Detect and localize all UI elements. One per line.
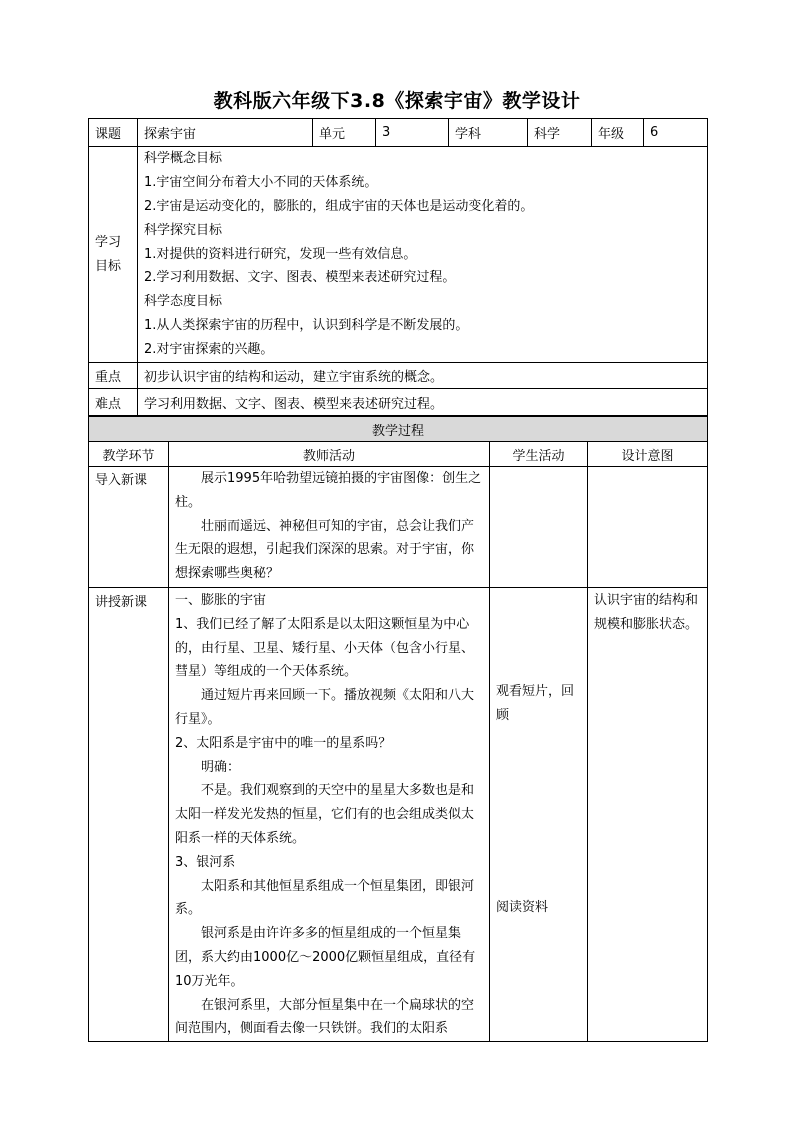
header-stage: 教学环节 [89, 442, 169, 467]
teacher-paragraph: 在银河系里，大部分恒星集中在一个扁球状的空间范围内，侧面看去像一只铁饼。我们的太阳系 [175, 997, 475, 1037]
process-heading: 教学过程 [89, 417, 708, 442]
goal-line: 科学探究目标 [144, 222, 223, 238]
key-label: 重点 [89, 363, 138, 389]
teacher-paragraph: 展示1995年哈勃望远镜拍摄的宇宙图像：创生之柱。 [175, 471, 482, 510]
goal-line: 科学态度目标 [144, 294, 223, 310]
goal-line: 2.对宇宙探索的兴趣。 [144, 341, 274, 357]
lecture-intent [588, 588, 708, 1042]
teacher-paragraph: 明确： [201, 759, 241, 775]
teacher-paragraph: 1、我们已经了解了太阳系是以太阳这颗恒星为中心的，由行星、卫星、矮行星、小天体（包含小行星、彗星）等组成的一个天体系统。 [175, 616, 475, 680]
intro-intent [588, 467, 708, 588]
key-value: 初步认识宇宙的结构和运动，建立宇宙系统的概念。 [138, 363, 708, 389]
goal-line: 2.宇宙是运动变化的，膨胀的，组成宇宙的天体也是运动变化着的。 [144, 199, 534, 214]
goal-line: 科学概念目标 [144, 151, 223, 167]
intro-stage: 导入新课 [89, 467, 169, 588]
teacher-paragraph: 不是。我们观察到的天空中的星星大多数也是和太阳一样发光发热的恒星，它们有的也会组成类似太阳系一样的天体系统。 [175, 783, 475, 846]
lecture-stage: 讲授新课 [89, 588, 169, 1042]
header-student: 学生活动 [490, 442, 588, 467]
subject-label: 学科 [449, 119, 528, 147]
topic-label: 课题 [89, 119, 138, 147]
teacher-paragraph: 壮丽而遥远、神秘但可知的宇宙，总会让我们产生无限的遐想，引起我们深深的思索。对于宇宙，你想探索哪些奥秘？ [175, 518, 475, 582]
header-teacher: 教师活动 [169, 442, 490, 467]
info-table [88, 118, 708, 416]
unit-value: 3 [376, 119, 449, 147]
teacher-paragraph: 一、膨胀的宇宙 [175, 593, 267, 608]
unit-label: 单元 [313, 119, 376, 147]
teacher-paragraph: 2、太阳系是宇宙中的唯一的星系吗？ [175, 735, 392, 751]
teacher-paragraph: 通过短片再来回顾一下。播放视频《太阳和八大行星》。 [175, 688, 475, 727]
process-table [88, 416, 708, 1042]
student-activity: 阅读资料 [496, 900, 549, 915]
lecture-student [490, 588, 588, 1042]
grade-label: 年级 [592, 119, 644, 147]
lecture-teacher [169, 588, 490, 1042]
goals-label: 学习目标 [89, 147, 138, 363]
document-title: 教科版六年级下3.8《探索宇宙》教学设计 [213, 90, 581, 112]
intro-student [490, 467, 588, 588]
subject-value: 科学 [528, 119, 592, 147]
goals-content [138, 147, 708, 363]
goal-line: 1.从人类探索宇宙的历程中，认识到科学是不断发展的。 [144, 317, 469, 333]
student-activity: 观看短片，回顾 [496, 684, 575, 723]
grade-value: 6 [644, 119, 708, 147]
goal-line: 1.宇宙空间分布着大小不同的天体系统。 [144, 175, 378, 191]
difficulty-value: 学习利用数据、文字、图表、模型来表述研究过程。 [138, 389, 708, 416]
goal-line: 1.对提供的资料进行研究，发现一些有效信息。 [144, 246, 417, 262]
design-intent: 认识宇宙的结构和规模和膨胀状态。 [594, 593, 699, 632]
intro-teacher [169, 467, 490, 588]
teacher-paragraph: 银河系是由许许多多的恒星组成的一个恒星集团，系大约由1000亿～2000亿颗恒星组成，直径有10万光年。 [175, 926, 476, 989]
teacher-paragraph: 3、银河系 [175, 854, 236, 870]
teacher-paragraph: 太阳系和其他恒星系组成一个恒星集团，即银河系。 [175, 878, 475, 918]
header-intent: 设计意图 [588, 442, 708, 467]
goal-line: 2.学习利用数据、文字、图表、模型来表述研究过程。 [144, 270, 456, 286]
topic-value: 探索宇宙 [138, 119, 313, 147]
difficulty-label: 难点 [89, 389, 138, 416]
